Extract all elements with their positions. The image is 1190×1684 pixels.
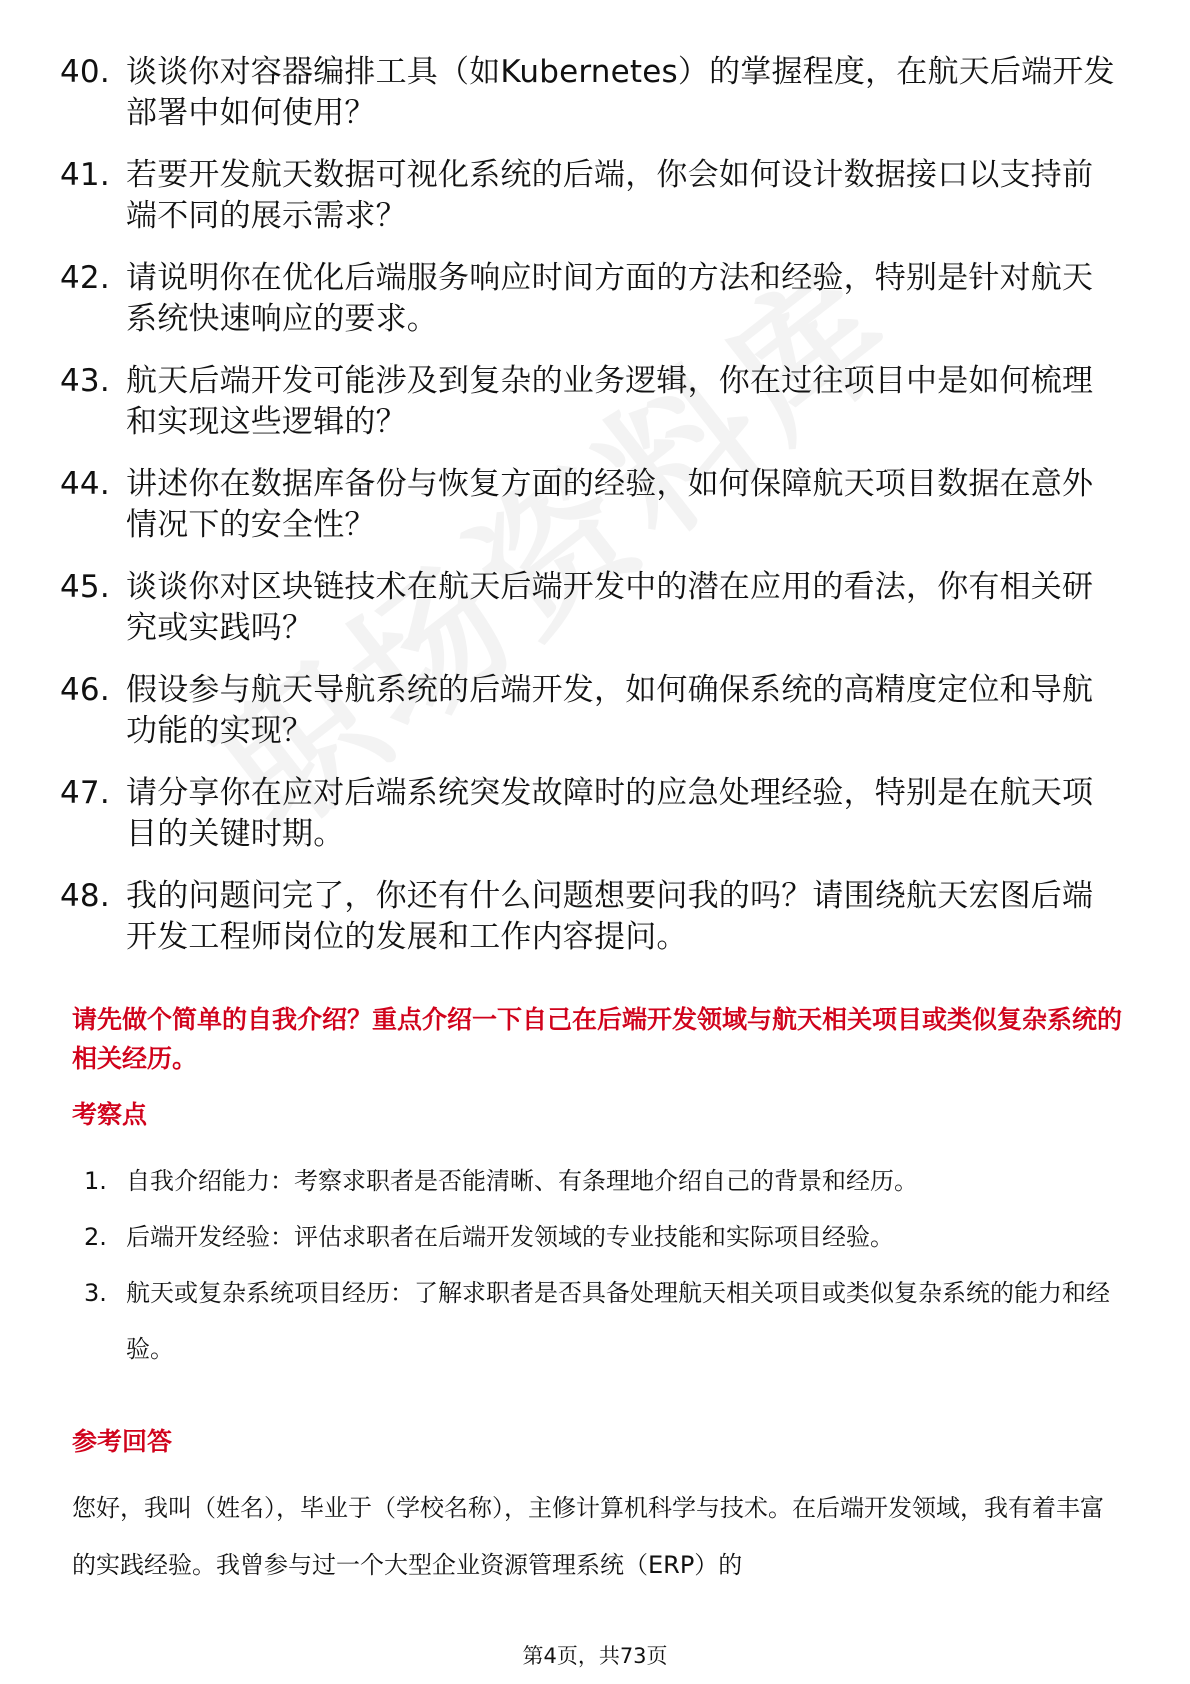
question-number: 41. [60,157,110,193]
question-number: 43. [60,363,110,399]
focus-point-number: 1. [84,1167,107,1195]
question-item [60,155,1120,237]
focus-point-item [84,1153,1124,1209]
focus-point-list [84,1153,1124,1377]
question-item [60,361,1120,443]
focus-point-number: 2. [84,1223,107,1251]
focus-point-text: 航天或复杂系统项目经历：了解求职者是否具备处理航天相关项目或类似复杂系统的能力和经验。 [126,1279,1110,1363]
question-number: 46. [60,672,110,708]
focus-point-item [84,1209,1124,1265]
question-number: 48. [60,878,110,914]
question-number: 45. [60,569,110,605]
question-number: 40. [60,54,110,90]
focus-heading: 考察点 [72,1100,148,1129]
question-text: 航天后端开发可能涉及到复杂的业务逻辑，你在过往项目中是如何梳理和实现这些逻辑的？ [126,363,1094,440]
question-text: 我的问题问完了，你还有什么问题想要问我的吗？请围绕航天宏图后端开发工程师岗位的发展和工作内容提问。 [126,878,1094,955]
question-text: 请分享你在应对后端系统突发故障时的应急处理经验，特别是在航天项目的关键时期。 [126,775,1094,852]
question-item [60,464,1120,546]
focus-point-text: 自我介绍能力：考察求职者是否能清晰、有条理地介绍自己的背景和经历。 [126,1167,918,1195]
answer-paragraph: 您好，我叫（姓名），毕业于（学校名称），主修计算机科学与技术。在后端开发领域，我有着丰富的实践经验。我曾参与过一个大型企业资源管理系统（ERP）的 [72,1494,1104,1579]
focus-point-item [84,1265,1124,1377]
question-number: 47. [60,775,110,811]
question-item [60,670,1120,752]
question-text: 假设参与航天导航系统的后端开发，如何确保系统的高精度定位和导航功能的实现？ [126,672,1094,749]
featured-question: 请先做个简单的自我介绍？重点介绍一下自己在后端开发领域与航天相关项目或类似复杂系统的相关经历。 [72,1005,1123,1073]
focus-point-text: 后端开发经验：评估求职者在后端开发领域的专业技能和实际项目经验。 [126,1223,894,1251]
question-number: 42. [60,260,110,296]
question-item [60,876,1120,958]
question-text: 若要开发航天数据可视化系统的后端，你会如何设计数据接口以支持前端不同的展示需求？ [126,157,1094,234]
question-text: 谈谈你对容器编排工具（如Kubernetes）的掌握程度，在航天后端开发部署中如何使用？ [126,54,1115,131]
question-text: 请说明你在优化后端服务响应时间方面的方法和经验，特别是针对航天系统快速响应的要求。 [126,260,1094,337]
page-footer: 第4页，共73页 [522,1644,668,1668]
answer-heading: 参考回答 [72,1427,173,1456]
question-item [60,258,1120,340]
focus-point-number: 3. [84,1279,107,1307]
question-number: 44. [60,466,110,502]
question-list [60,52,1120,979]
question-text: 讲述你在数据库备份与恢复方面的经验，如何保障航天项目数据在意外情况下的安全性？ [126,466,1094,543]
question-item [60,52,1120,134]
question-item [60,567,1120,649]
question-text: 谈谈你对区块链技术在航天后端开发中的潜在应用的看法，你有相关研究或实践吗？ [126,569,1094,646]
question-item [60,773,1120,855]
